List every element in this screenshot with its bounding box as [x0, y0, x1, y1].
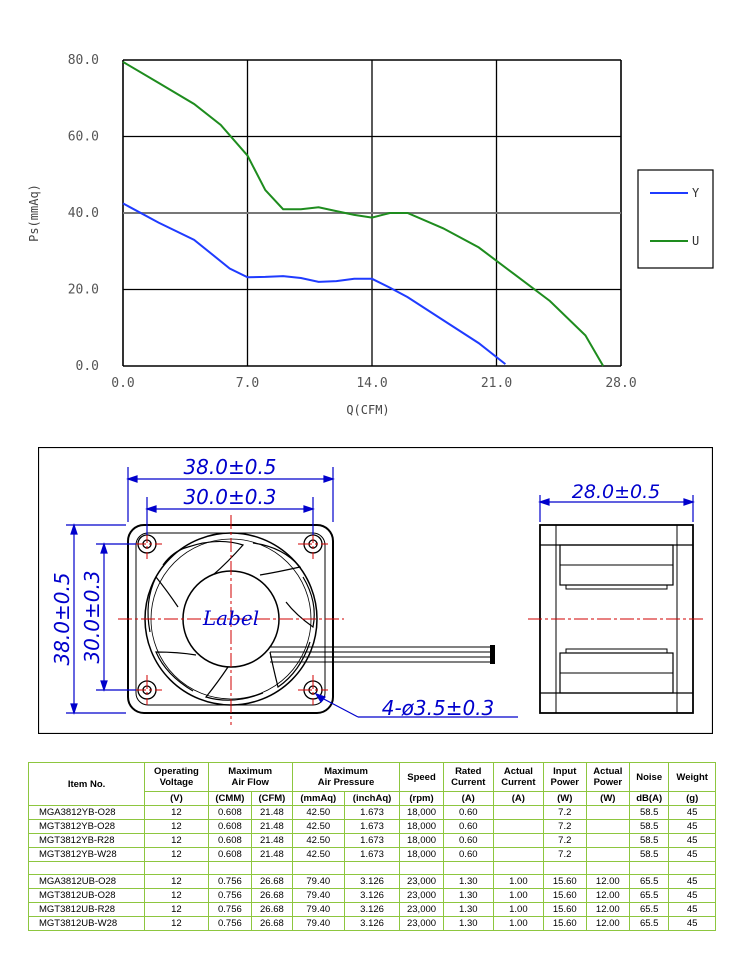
table-row — [29, 848, 716, 862]
table-cell: 0.60 — [443, 820, 493, 834]
y-axis-label: Ps(mmAq) — [27, 184, 41, 242]
drawing-svg — [38, 447, 713, 734]
table-cell: 23,000 — [400, 875, 443, 889]
table-cell: 0.756 — [208, 903, 251, 917]
table-cell: 21.48 — [252, 848, 293, 862]
table-row — [29, 917, 716, 931]
table-cell: 12 — [145, 875, 209, 889]
x-tick-label: 7.0 — [235, 376, 260, 391]
table-header-cell: Actual Power — [586, 763, 629, 792]
y-tick-labels — [68, 53, 99, 374]
table-cell: 0.608 — [208, 820, 251, 834]
y-tick-label: 40.0 — [67, 206, 99, 221]
unit-cell: (inchAq) — [344, 792, 399, 806]
table-cell: 45 — [669, 834, 716, 848]
unit-cell: (W) — [586, 792, 629, 806]
table-cell: 42.50 — [292, 848, 344, 862]
table-cell — [586, 820, 629, 834]
table-cell: 18,000 — [400, 834, 443, 848]
pq-curve-chart — [0, 0, 751, 430]
table-cell — [400, 862, 443, 875]
x-tick-labels — [111, 376, 636, 391]
table-cell: MGT3812YB-O28 — [29, 820, 145, 834]
table-cell — [344, 862, 399, 875]
x-tick-label: 21.0 — [480, 376, 513, 391]
table-cell: 45 — [669, 903, 716, 917]
table-header-cell: Input Power — [543, 763, 586, 792]
table-cell: 42.50 — [292, 820, 344, 834]
table-header-cell: Noise — [630, 763, 669, 792]
table-cell: 42.50 — [292, 806, 344, 820]
table-cell: 3.126 — [344, 889, 399, 903]
table-cell — [252, 862, 293, 875]
table-cell: 3.126 — [344, 903, 399, 917]
table-cell — [669, 862, 716, 875]
spec-table — [28, 762, 716, 931]
table-cell — [29, 862, 145, 875]
x-tick-label: 14.0 — [356, 376, 388, 391]
table-cell — [543, 862, 586, 875]
unit-cell: (CMM) — [208, 792, 251, 806]
table-cell: 3.126 — [344, 875, 399, 889]
table-cell: 23,000 — [400, 903, 443, 917]
table-cell: 58.5 — [630, 806, 669, 820]
y-tick-label: 20.0 — [67, 282, 99, 298]
table-cell: 45 — [669, 806, 716, 820]
table-cell: 0.608 — [208, 848, 251, 862]
dim-hole-height: 30.0±0.3 — [80, 570, 104, 664]
table-cell: 12 — [145, 806, 209, 820]
table-cell: MGT3812UB-R28 — [29, 903, 145, 917]
legend-label-U: U — [692, 234, 700, 248]
table-cell: 79.40 — [292, 903, 344, 917]
series-line-Y — [123, 203, 505, 364]
table-cell: 12.00 — [586, 903, 629, 917]
table-header-cell: Rated Current — [443, 763, 493, 792]
unit-cell: (W) — [543, 792, 586, 806]
table-cell: 1.30 — [443, 917, 493, 931]
table-cell: 21.48 — [252, 806, 293, 820]
table-cell: 45 — [669, 848, 716, 862]
table-cell: 23,000 — [400, 889, 443, 903]
table-cell — [586, 806, 629, 820]
table-cell: 79.40 — [292, 917, 344, 931]
table-cell: 26.68 — [252, 889, 293, 903]
table-cell — [493, 806, 543, 820]
table-cell: 18,000 — [400, 820, 443, 834]
table-cell: 1.30 — [443, 889, 493, 903]
table-cell: 1.00 — [493, 889, 543, 903]
table-cell: 65.5 — [630, 903, 669, 917]
x-tick-label: 0.0 — [111, 376, 135, 391]
table-header-cell: Item No. — [29, 763, 145, 806]
table-cell: 0.60 — [443, 848, 493, 862]
table-cell — [630, 862, 669, 875]
chart-svg — [0, 0, 751, 430]
table-spacer-row — [29, 862, 716, 875]
table-cell: 1.673 — [344, 834, 399, 848]
table-cell: 15.60 — [543, 889, 586, 903]
table-cell: 65.5 — [630, 917, 669, 931]
x-tick-label: 28.0 — [605, 376, 637, 391]
table-cell: MGA3812YB-O28 — [29, 806, 145, 820]
table-row — [29, 889, 716, 903]
table-cell — [493, 848, 543, 862]
table-header-cell: Operating Voltage — [145, 763, 209, 792]
table-cell: 1.30 — [443, 875, 493, 889]
table-cell: 12.00 — [586, 889, 629, 903]
table-row — [29, 820, 716, 834]
unit-cell: (mmAq) — [292, 792, 344, 806]
table-cell: 0.756 — [208, 875, 251, 889]
x-axis-label: Q(CFM) — [346, 403, 390, 417]
table-cell: 0.60 — [443, 834, 493, 848]
table-cell: 0.756 — [208, 889, 251, 903]
table-cell: MGT3812YB-R28 — [29, 834, 145, 848]
table-cell: 58.5 — [630, 820, 669, 834]
table-cell: 0.756 — [208, 917, 251, 931]
table-header-cell: Maximum Air Flow — [208, 763, 292, 792]
table-cell: 12 — [145, 848, 209, 862]
table-cell: 15.60 — [543, 875, 586, 889]
table-header-cell: Maximum Air Pressure — [292, 763, 400, 792]
table-cell: 15.60 — [543, 903, 586, 917]
table-cell: 1.673 — [344, 848, 399, 862]
table-cell: 26.68 — [252, 917, 293, 931]
table-header-cell: Actual Current — [493, 763, 543, 792]
table-cell — [208, 862, 251, 875]
table-cell: 26.68 — [252, 903, 293, 917]
table-cell: 12.00 — [586, 875, 629, 889]
table-cell — [493, 862, 543, 875]
table-cell: 7.2 — [543, 820, 586, 834]
table-cell: 7.2 — [543, 848, 586, 862]
table-cell: 1.00 — [493, 917, 543, 931]
table-cell: 65.5 — [630, 875, 669, 889]
table-row — [29, 834, 716, 848]
unit-cell: (CFM) — [252, 792, 293, 806]
unit-cell: (A) — [443, 792, 493, 806]
unit-cell: (A) — [493, 792, 543, 806]
table-cell — [493, 834, 543, 848]
dim-outer-width: 38.0±0.5 — [183, 455, 277, 479]
table-cell — [292, 862, 344, 875]
table-cell: 18,000 — [400, 806, 443, 820]
y-tick-label: 80.0 — [67, 53, 99, 68]
table-cell: 26.68 — [252, 875, 293, 889]
table-cell: MGT3812UB-O28 — [29, 889, 145, 903]
legend-label-Y: Y — [692, 186, 700, 200]
table-cell: 18,000 — [400, 848, 443, 862]
unit-cell: (g) — [669, 792, 716, 806]
table-header-cell: Speed — [400, 763, 443, 792]
table-cell: 1.00 — [493, 903, 543, 917]
table-cell: 12 — [145, 917, 209, 931]
table-cell: 45 — [669, 917, 716, 931]
table-cell: 45 — [669, 820, 716, 834]
dim-hole-spacing: 30.0±0.3 — [183, 485, 277, 509]
table-cell: 58.5 — [630, 834, 669, 848]
unit-cell: (V) — [145, 792, 209, 806]
table-cell — [586, 834, 629, 848]
table-cell: 15.60 — [543, 917, 586, 931]
chart-legend — [638, 170, 713, 268]
unit-cell: dB(A) — [630, 792, 669, 806]
label-text: Label — [202, 606, 260, 630]
table-cell: 3.126 — [344, 917, 399, 931]
unit-cell: (rpm) — [400, 792, 443, 806]
table-cell: 45 — [669, 889, 716, 903]
dim-depth: 28.0±0.5 — [571, 481, 661, 503]
table-cell: 45 — [669, 875, 716, 889]
table-cell: 23,000 — [400, 917, 443, 931]
table-cell: 1.30 — [443, 903, 493, 917]
table-cell: 79.40 — [292, 875, 344, 889]
table-row — [29, 806, 716, 820]
table-cell: 0.608 — [208, 806, 251, 820]
table-cell: 1.673 — [344, 806, 399, 820]
table-cell: 7.2 — [543, 834, 586, 848]
table-cell — [586, 862, 629, 875]
table-cell: MGA3812UB-O28 — [29, 875, 145, 889]
table-cell: 12 — [145, 820, 209, 834]
table-cell: MGT3812YB-W28 — [29, 848, 145, 862]
table-cell: 79.40 — [292, 889, 344, 903]
table-row — [29, 875, 716, 889]
table-cell: 1.00 — [493, 875, 543, 889]
table-header-row — [29, 763, 716, 792]
table-cell: 7.2 — [543, 806, 586, 820]
table-row — [29, 903, 716, 917]
table-header-cell: Weight — [669, 763, 716, 792]
table-cell: 0.608 — [208, 834, 251, 848]
dim-hole-spec: 4-ø3.5±0.3 — [381, 696, 495, 720]
dimension-drawing — [38, 447, 713, 734]
table-cell: 65.5 — [630, 889, 669, 903]
table-cell: 21.48 — [252, 820, 293, 834]
table-cell: 12 — [145, 834, 209, 848]
table-cell: 12.00 — [586, 917, 629, 931]
table-cell: 1.673 — [344, 820, 399, 834]
y-tick-label: 60.0 — [67, 129, 99, 145]
y-tick-label: 0.0 — [75, 359, 99, 374]
table-cell: 12 — [145, 889, 209, 903]
table-cell — [145, 862, 209, 875]
table-cell: 21.48 — [252, 834, 293, 848]
table-cell: 0.60 — [443, 806, 493, 820]
dim-outer-height: 38.0±0.5 — [50, 572, 74, 666]
table-cell: MGT3812UB-W28 — [29, 917, 145, 931]
table-cell — [586, 848, 629, 862]
table-cell: 58.5 — [630, 848, 669, 862]
table-cell: 42.50 — [292, 834, 344, 848]
table-cell — [443, 862, 493, 875]
table-cell — [493, 820, 543, 834]
table-cell: 12 — [145, 903, 209, 917]
